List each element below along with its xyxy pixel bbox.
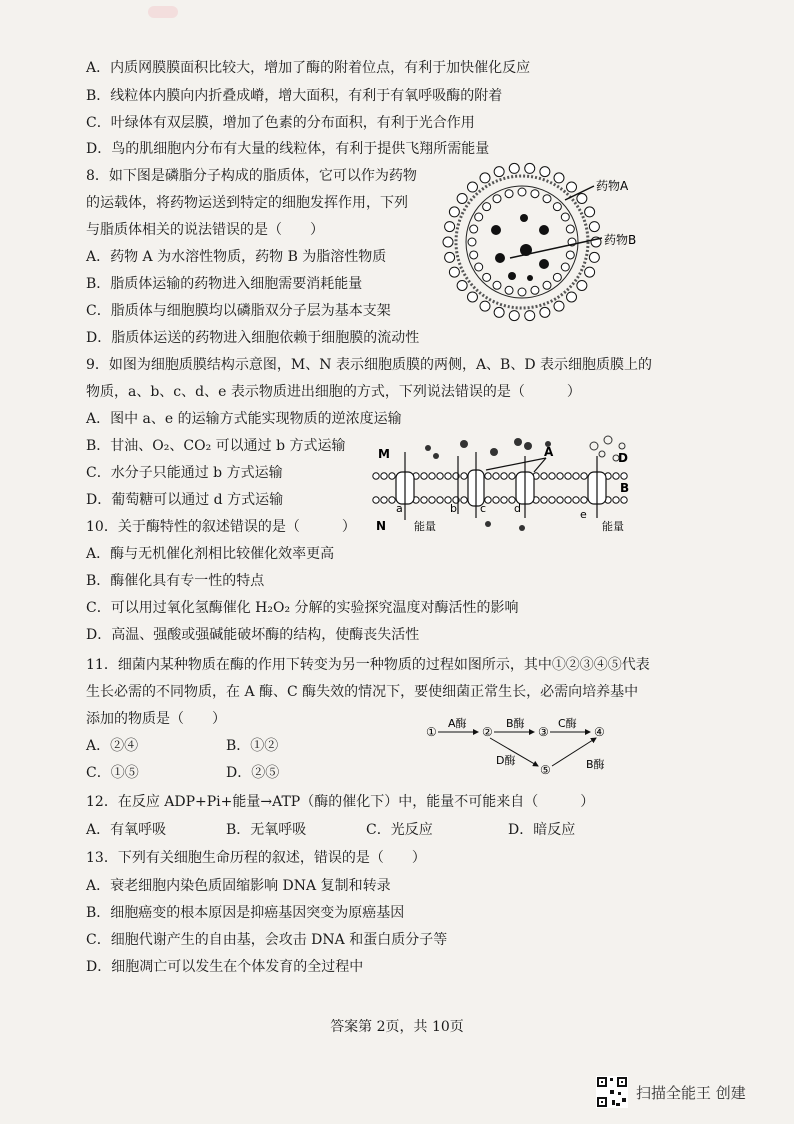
phospholipid-head (567, 182, 577, 192)
membrane-lipid-head (565, 473, 571, 479)
phospholipid-head (543, 195, 551, 203)
q9-option-b: B．甘油、O₂、CO₂ 可以通过 b 方式运输 (86, 438, 346, 454)
q9-option-a: A．图中 a、e 的运输方式能实现物质的逆浓度运输 (86, 411, 402, 427)
liposome-figure (440, 160, 670, 330)
q9-stem-2: 物质，a、b、c、d、e 表示物质进出细胞的方式，下列说法错误的是（ ） (86, 384, 581, 400)
membrane-lipid-head (613, 497, 619, 503)
membrane-lipid-head (493, 497, 499, 503)
phospholipid-head (577, 280, 587, 290)
phospholipid-head (468, 238, 476, 246)
enzyme-d-label: D酶 (496, 754, 516, 767)
q9-option-d: D．葡萄糖可以通过 d 方式运输 (86, 492, 284, 508)
q11-stem-2: 生长必需的不同物质，在 A 酶、C 酶失效的情况下，要使细菌正常生长，必需向培养基中 (86, 684, 639, 700)
substance-2: ② (482, 725, 493, 739)
q11-option-d: D．②⑤ (226, 765, 280, 781)
q11-option-c: C．①⑤ (86, 765, 139, 781)
phospholipid-head (449, 267, 459, 277)
membrane-lipid-head (429, 497, 435, 503)
phospholipid-head (509, 311, 519, 321)
q10-option-c: C．可以用过氧化氢酶催化 H₂O₂ 分解的实验探究温度对酶活性的影响 (86, 600, 519, 616)
phospholipid-head (480, 173, 490, 183)
phospholipid-head (467, 182, 477, 192)
phospholipid-head (566, 251, 574, 259)
q9-option-c: C．水分子只能通过 b 方式运输 (86, 465, 283, 481)
drug-b-label: 药物B (604, 233, 637, 247)
substance-a-label: A (544, 445, 554, 459)
membrane-lipid-head (421, 497, 427, 503)
phospholipid-head (475, 213, 483, 221)
phospholipid-head (505, 286, 513, 294)
phospholipid-head (553, 273, 561, 281)
drug-a-label: 药物A (596, 179, 629, 193)
energy-label-left: 能量 (414, 520, 436, 533)
transport-arrows (405, 452, 597, 520)
scanner-watermark (596, 1076, 746, 1108)
q11-option-b: B．①② (226, 738, 279, 754)
membrane-lipid-head (389, 497, 395, 503)
membrane-lipid-head (541, 497, 547, 503)
phospholipid-head (445, 252, 455, 262)
membrane-lipid-head (373, 497, 379, 503)
membrane-lipid-head (437, 497, 443, 503)
liposome-bilayer (443, 163, 601, 320)
energy-label-right: 能量 (602, 520, 624, 533)
membrane-lipid-head (541, 473, 547, 479)
qr-code-icon (596, 1076, 628, 1108)
membrane-lipid-head (549, 497, 555, 503)
membrane-lipid-head (429, 473, 435, 479)
enzyme-b-label-top: B酶 (506, 717, 525, 730)
membrane-lipid-head (493, 473, 499, 479)
side-m-label: M (378, 447, 390, 461)
phospholipid-head (475, 263, 483, 271)
q10-option-d: D．高温、强酸或强碱能破坏酶的结构，使酶丧失活性 (86, 627, 420, 643)
membrane-lipid-head (501, 497, 507, 503)
q9-stem-1: 9．如图为细胞质膜结构示意图，M、N 表示细胞质膜的两侧，A、B、D 表示细胞质膜上的 (86, 357, 653, 373)
mode-d-label: d (514, 502, 521, 515)
pathway-arrows (438, 732, 596, 766)
phospholipid-head (518, 188, 526, 196)
enzyme-b-label-bottom: B酶 (586, 758, 605, 771)
membrane-lipid-head (621, 497, 627, 503)
q12-stem: 12．在反应 ADP+Pi+能量→ATP（酶的催化下）中，能量不可能来自（ ） (86, 794, 595, 810)
q7-option-d: D．鸟的肌细胞内分布有大量的线粒体，有利于提供飞翔所需能量 (86, 141, 490, 157)
phospholipid-head (567, 292, 577, 302)
q13-option-d: D．细胞凋亡可以发生在个体发育的全过程中 (86, 959, 364, 975)
phospholipid-head (525, 163, 535, 173)
phospholipid-head (518, 288, 526, 296)
enzyme-a-label: A酶 (448, 717, 467, 730)
q12-option-d: D．暗反应 (508, 822, 576, 838)
enzyme-pathway-figure (420, 712, 620, 782)
q10-option-b: B．酶催化具有专一性的特点 (86, 573, 265, 589)
substance-d-label: D (618, 451, 628, 465)
bilayer-inner-ring (466, 186, 578, 298)
membrane-lipid-head (565, 497, 571, 503)
q13-stem: 13．下列有关细胞生命历程的叙述，错误的是（ ） (86, 850, 426, 866)
q10-option-a: A．酶与无机催化剂相比较催化效率更高 (86, 546, 335, 562)
membrane-lipid-head (509, 473, 515, 479)
drug-b-dots (491, 214, 549, 281)
phospholipid-head (483, 203, 491, 211)
phospholipid-head (494, 167, 504, 177)
phospholipid-head (443, 237, 453, 247)
membrane-lipid-head (581, 497, 587, 503)
substance-b-label: B (620, 481, 630, 495)
phospholipid-head (561, 263, 569, 271)
membrane-lipid-head (437, 473, 443, 479)
mode-b-label: b (450, 502, 457, 515)
mode-c-label: c (480, 502, 487, 515)
membrane-lipid-head (421, 473, 427, 479)
phospholipid-head (553, 203, 561, 211)
membrane-lipid-head (381, 497, 387, 503)
membrane-lipid-head (621, 473, 627, 479)
q12-option-c: C．光反应 (366, 822, 433, 838)
q8-stem-1: 8．如下图是磷脂分子构成的脂质体，它可以作为药物 (86, 168, 417, 184)
q11-stem-1: 11．细菌内某种物质在酶的作用下转变为另一种物质的过程如图所示，其中①②③④⑤代表 (86, 657, 650, 673)
phospholipid-head (470, 225, 478, 233)
membrane-lipid-head (557, 497, 563, 503)
phospholipid-head (449, 207, 459, 217)
phospholipid-head (554, 173, 564, 183)
membrane-lipid-head (573, 497, 579, 503)
phospholipid-head (561, 213, 569, 221)
phospholipid-head (577, 194, 587, 204)
phospholipid-head (589, 222, 599, 232)
q7-option-b: B．线粒体内膜向内折叠成嵴，增大面积，有利于有氧呼吸酶的附着 (86, 88, 503, 104)
q8-stem-3: 与脂质体相关的说法错误的是（ ） (86, 222, 324, 238)
q13-option-b: B．细胞癌变的根本原因是抑癌基因突变为原癌基因 (86, 905, 405, 921)
membrane-lipid-head (381, 473, 387, 479)
membrane-lipid-head (389, 473, 395, 479)
phospholipid-head (543, 281, 551, 289)
phospholipid-head (483, 273, 491, 281)
phospholipid-head (445, 222, 455, 232)
q12-option-a: A．有氧呼吸 (86, 822, 167, 838)
substance-1: ① (426, 725, 437, 739)
q13-option-c: C．细胞代谢产生的自由基，会攻击 DNA 和蛋白质分子等 (86, 932, 448, 948)
scan-smudge (148, 6, 178, 18)
phospholipid-head (540, 167, 550, 177)
substance-5: ⑤ (540, 763, 551, 777)
phospholipid-head (566, 225, 574, 233)
phospholipid-head (493, 195, 501, 203)
q11-stem-3: 添加的物质是（ ） (86, 711, 226, 727)
enzyme-c-label: C酶 (558, 717, 577, 730)
phospholipid-head (585, 207, 595, 217)
phospholipid-head (457, 194, 467, 204)
membrane-lipid-head (373, 473, 379, 479)
mode-a-label: a (396, 502, 403, 515)
phospholipid-head (531, 190, 539, 198)
page-footer: 答案第 2页，共 10页 (330, 1019, 464, 1035)
membrane-lipid-head (581, 473, 587, 479)
membrane-lipid-head (549, 473, 555, 479)
membrane-lipid-head (445, 473, 451, 479)
q7-option-a: A．内质网膜膜面积比较大，增加了酶的附着位点，有利于加快催化反应 (86, 60, 531, 76)
substance-3: ③ (538, 725, 549, 739)
membrane-lipid-head (573, 473, 579, 479)
phospholipid-head (470, 251, 478, 259)
mode-e-label: e (580, 508, 587, 521)
membrane-lipid-head (557, 473, 563, 479)
membrane-lipid-head (485, 473, 491, 479)
q11-option-a: A．②④ (86, 738, 139, 754)
substance-4: ④ (594, 725, 605, 739)
phospholipid-head (589, 252, 599, 262)
phospholipid-head (494, 307, 504, 317)
phospholipid-head (480, 301, 490, 311)
phospholipid-head (467, 292, 477, 302)
membrane-figure (368, 432, 640, 536)
q8-option-d: D．脂质体运送的药物进入细胞依赖于细胞膜的流动性 (86, 330, 420, 346)
phospholipid-head (509, 163, 519, 173)
phospholipid-head (531, 286, 539, 294)
q10-stem: 10．关于酶特性的叙述错误的是（ ） (86, 519, 356, 535)
membrane-lipid-head (461, 473, 467, 479)
phospholipid-head (540, 307, 550, 317)
q7-option-c: C．叶绿体有双层膜，增加了色素的分布面积，有利于光合作用 (86, 115, 475, 131)
q8-stem-2: 的运载体，将药物运送到特定的细胞发挥作用，下列 (86, 195, 408, 211)
phospholipid-head (554, 301, 564, 311)
membrane-lipid-head (613, 473, 619, 479)
q12-option-b: B．无氧呼吸 (226, 822, 307, 838)
scanner-text: 扫描全能王 创建 (636, 1083, 746, 1102)
phospholipid-head (505, 190, 513, 198)
q8-option-c: C．脂质体与细胞膜均以磷脂双分子层为基本支架 (86, 303, 391, 319)
phospholipid-head (457, 280, 467, 290)
side-n-label: N (376, 519, 387, 533)
phospholipid-head (585, 267, 595, 277)
phospholipid-head (525, 311, 535, 321)
phospholipid-head (493, 281, 501, 289)
membrane-lipid-head (501, 473, 507, 479)
q13-option-a: A．衰老细胞内染色质固缩影响 DNA 复制和转录 (86, 878, 391, 894)
q8-option-a: A．药物 A 为水溶性物质，药物 B 为脂溶性物质 (86, 249, 387, 265)
q8-option-b: B．脂质体运输的药物进入细胞需要消耗能量 (86, 276, 363, 292)
membrane-lipid-head (461, 497, 467, 503)
